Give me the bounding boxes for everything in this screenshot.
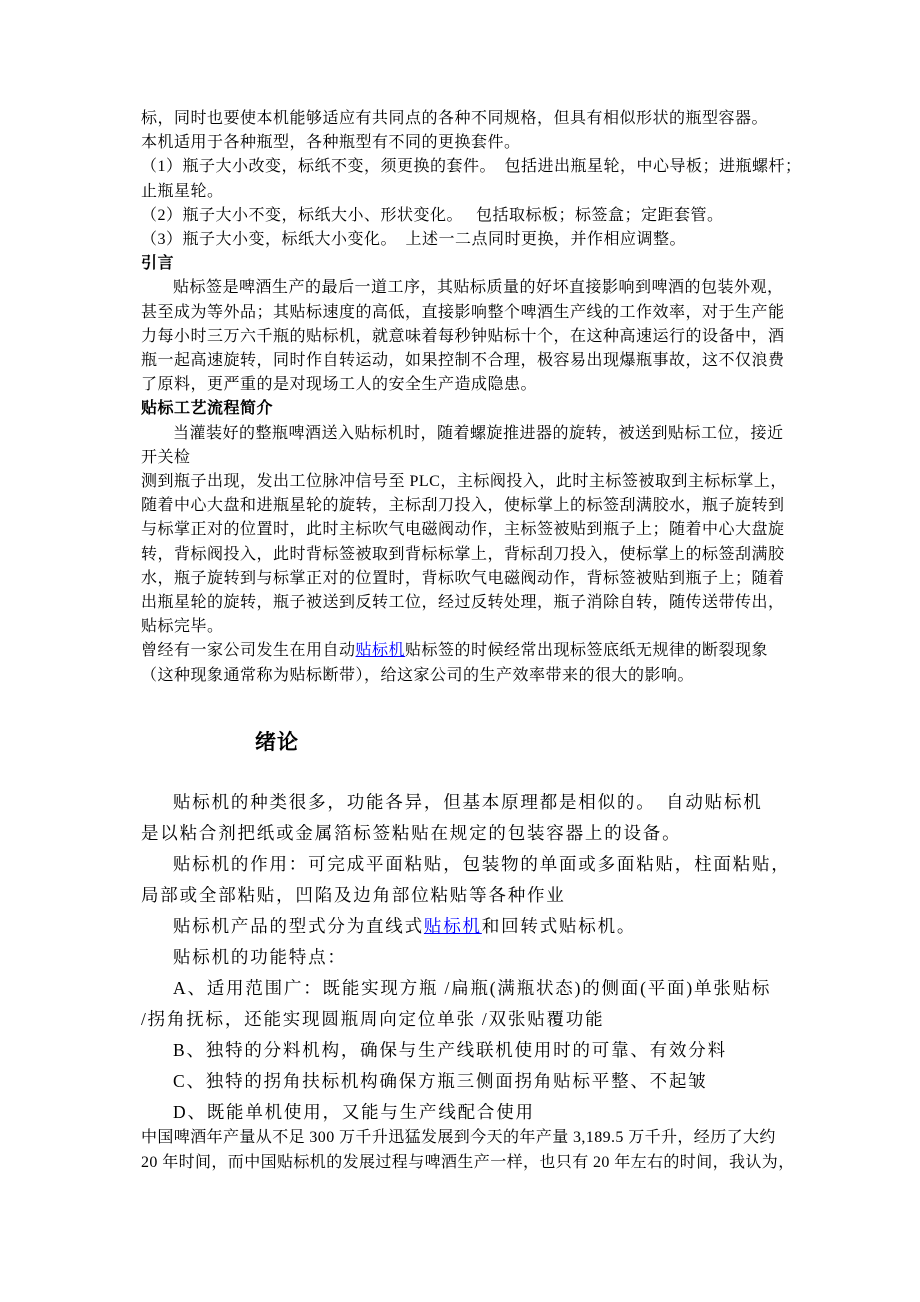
text-line: [141, 325, 797, 349]
text-segment: 标，同时也要使本机能够适应有共同点的各种不同规格，但具有相似形状的瓶型容器。: [141, 110, 769, 127]
text-segment: （这种现象通常称为贴标断带），给这家公司的生产效率带来的很大的影响。: [141, 666, 695, 684]
text-line: [141, 639, 797, 663]
text-segment: 引言: [141, 255, 175, 273]
text-line: [141, 155, 802, 179]
tail-text-block: [141, 1126, 797, 1175]
text-line: [141, 1097, 797, 1128]
text-line: [141, 1126, 797, 1151]
text-line: [141, 664, 797, 688]
text-segment: 力每小时三万六千瓶的贴标机，就意味着每秒钟贴标十个，在这种高速运行的设备中，酒: [141, 327, 785, 345]
text-line: [141, 591, 797, 615]
text-segment: 贴标完毕。: [141, 618, 224, 636]
text-line: [141, 567, 797, 591]
text-line: [141, 422, 797, 446]
text-line: [141, 849, 797, 880]
text-segment: B、独特的分料机构，确保与生产线联机使用时的可靠、有效分料: [173, 1040, 727, 1060]
text-segment: 贴标机的功能特点：: [173, 947, 347, 967]
text-segment: 贴标签的时候经常出现标签底纸无规律的断裂现象: [405, 642, 769, 660]
text-line: [141, 911, 797, 942]
main-text-block: [141, 787, 797, 1128]
text-segment: （2）瓶子大小不变，标纸大小、形状变化。 包括取标板；标签盒；定距套管。: [141, 206, 724, 224]
text-segment: 测到瓶子出现，发出工位脉冲信号至 PLC，主标阀投入，此时主标签被取到主标标掌上，: [141, 473, 787, 491]
text-segment: （3）瓶子大小变，标纸大小变化。 上述一二点同时更换，并作相应调整。: [141, 231, 687, 249]
text-segment: 瓶一起高速旋转，同时作自转运动，如果控制不合理，极容易出现爆瓶事故，这不仅浪费: [141, 352, 785, 370]
text-line: [141, 228, 797, 252]
text-line: [141, 107, 797, 131]
text-line: [141, 204, 797, 228]
text-segment: （1）瓶子大小改变，标纸不变，须更换的套件。 包括进出瓶星轮，中心导板；进瓶螺杆；: [141, 158, 802, 176]
text-line: [141, 543, 797, 567]
labeler-hyperlink[interactable]: 贴标机: [423, 916, 482, 936]
text-line: [141, 446, 797, 470]
text-segment: A、适用范围广：既能实现方瓶 /扁瓶(满瓶状态)的侧面(平面)单张贴标: [173, 978, 772, 998]
text-line: [141, 787, 797, 818]
text-segment: /拐角抚标，还能实现圆瓶周向定位单张 /双张贴覆功能: [141, 1009, 605, 1029]
text-segment: 贴标机产品的型式分为直线式: [173, 916, 424, 936]
text-segment: 水，瓶子旋转到与标掌正对的位置时，背标吹气电磁阀动作，背标签被贴到瓶子上；随着: [141, 569, 785, 587]
text-line: [141, 349, 797, 373]
text-line: [141, 1151, 797, 1176]
text-segment: 贴标机的作用：可完成平面粘贴，包装物的单面或多面粘贴，柱面粘贴，: [173, 854, 791, 874]
text-line: [141, 131, 797, 155]
text-line: [141, 1004, 797, 1035]
text-line: [141, 1035, 797, 1066]
text-segment: 贴标工艺流程简介: [141, 400, 274, 418]
text-line: [141, 180, 797, 204]
text-segment: 当灌装好的整瓶啤酒送入贴标机时，随着螺旋推进器的旋转，被送到贴标工位，接近: [173, 424, 784, 442]
text-line: [141, 942, 797, 973]
text-segment: C、独特的拐角扶标机构确保方瓶三侧面拐角贴标平整、不起皱: [173, 1071, 708, 1091]
text-line: [141, 470, 797, 494]
text-segment: 甚至成为等外品；其贴标速度的高低，直接影响整个啤酒生产线的工作效率，对于生产能: [141, 303, 785, 321]
text-segment: 是以粘合剂把纸或金属箔标签粘贴在规定的包装容器上的设备。: [141, 823, 682, 843]
labeler-hyperlink[interactable]: 贴标机: [355, 642, 406, 660]
text-segment: 了原料，更严重的是对现场工人的安全生产造成隐患。: [141, 376, 538, 394]
text-line: [141, 301, 797, 325]
text-segment: 止瓶星轮。: [141, 182, 224, 200]
chapter-title: 绪论: [255, 730, 299, 754]
text-segment: 开关检: [141, 448, 191, 466]
text-line: [141, 518, 797, 542]
text-segment: D、既能单机使用，又能与生产线配合使用: [173, 1102, 535, 1122]
text-segment: 曾经有一家公司发生在用自动: [141, 642, 356, 660]
text-line: [141, 276, 797, 300]
text-segment: 20 年时间，而中国贴标机的发展过程与啤酒生产一样，也只有 20 年左右的时间，我认为，: [141, 1153, 795, 1171]
text-line: [141, 880, 797, 911]
text-segment: 本机适用于各种瓶型，各种瓶型有不同的更换套件。: [141, 134, 521, 152]
text-segment: 与标掌正对的位置时，此时主标吹气电磁阀动作，主标签被贴到瓶子上；随着中心大盘旋: [141, 521, 785, 539]
section-heading: [141, 252, 797, 276]
text-line: [141, 973, 797, 1004]
text-segment: 贴标机的种类很多，功能各异，但基本原理都是相似的。 自动贴标机: [173, 792, 763, 812]
text-line: [141, 1066, 797, 1097]
text-segment: 出瓶星轮的旋转，瓶子被送到反转工位，经过反转处理，瓶子消除自转，随传送带传出，: [141, 594, 785, 612]
section-heading: [141, 397, 797, 421]
text-segment: 转，背标阀投入，此时背标签被取到背标标掌上，背标刮刀投入，使标掌上的标签刮满胶: [141, 545, 785, 563]
text-line: [141, 373, 797, 397]
text-segment: 中国啤酒年产量从不足 300 万千升迅猛发展到今天的年产量 3,189.5 万千升，经历了大约: [141, 1129, 776, 1146]
text-segment: 局部或全部粘贴，凹陷及边角部位粘贴等各种作业: [141, 885, 566, 905]
text-segment: 贴标签是啤酒生产的最后一道工序，其贴标质量的好坏直接影响到啤酒的包装外观，: [173, 279, 784, 297]
text-segment: 和回转式贴标机。: [481, 916, 637, 936]
text-line: [141, 818, 797, 849]
text-line: [141, 494, 797, 518]
text-line: [141, 615, 797, 639]
intro-text-block: [141, 107, 802, 688]
text-segment: 随着中心大盘和进瓶星轮的旋转，主标刮刀投入，使标掌上的标签刮满胶水，瓶子旋转到: [141, 497, 785, 515]
